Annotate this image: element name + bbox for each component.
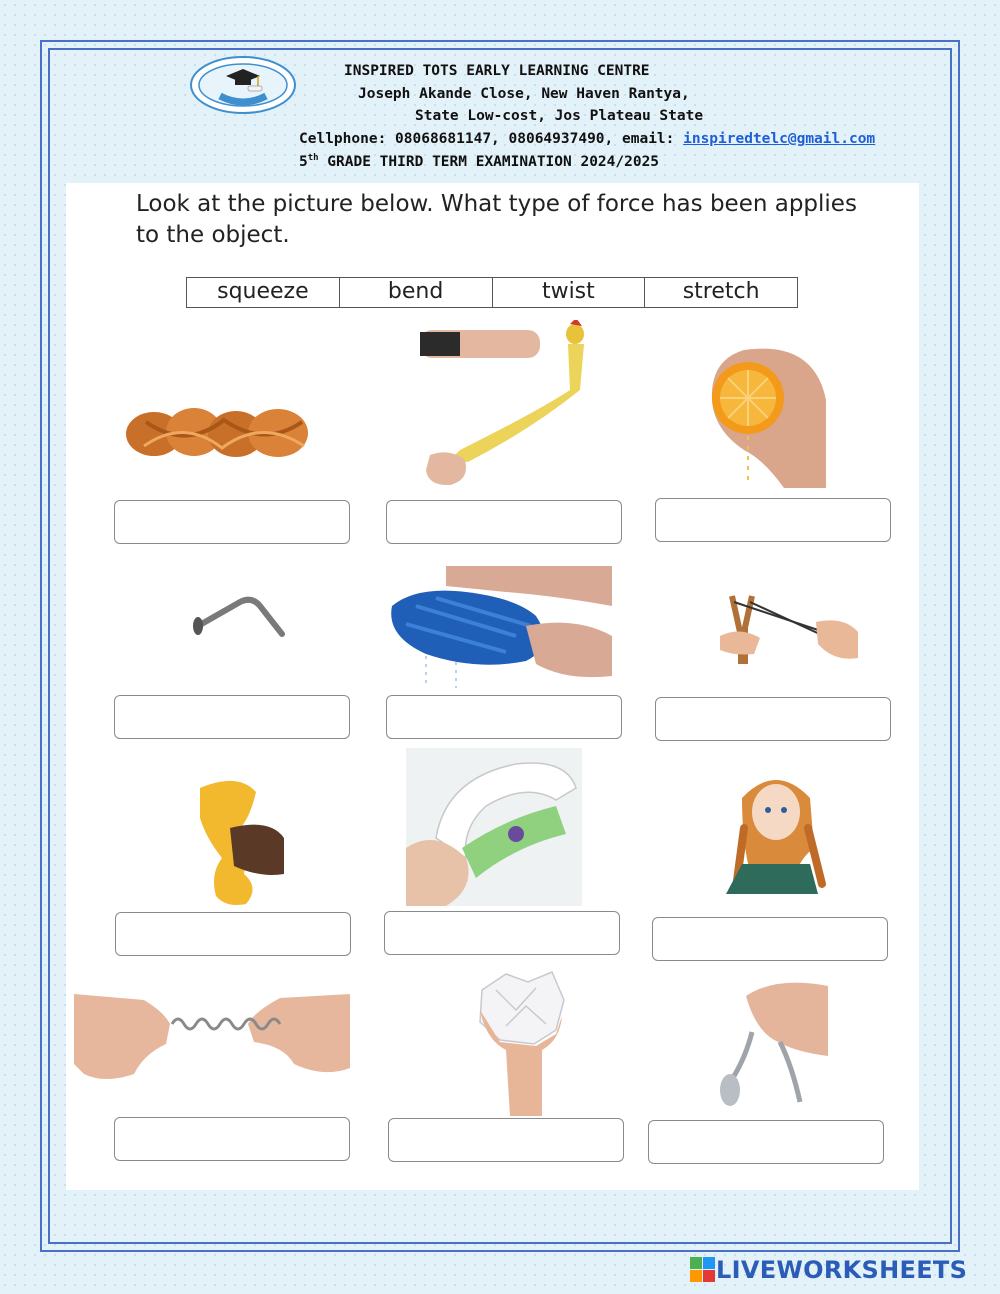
address-line-2: State Low-cost, Jos Plateau State (415, 108, 704, 124)
email-link[interactable]: inspiredtelc@gmail.com (683, 131, 876, 147)
slingshot-icon (714, 592, 858, 670)
grade-number: 5 (299, 153, 308, 170)
bent-spoon-icon (716, 976, 828, 1108)
liveworksheets-badge-icon (690, 1257, 716, 1283)
twisted-bread-icon (126, 400, 320, 468)
question-line-2: to the object. (136, 222, 290, 248)
question-line-1: Look at the picture below. What type of force has been applies (136, 191, 857, 217)
address-line-1: Joseph Akande Close, New Haven Rantya, (358, 86, 690, 102)
answer-box-4[interactable] (114, 695, 350, 739)
answer-box-6[interactable] (655, 697, 891, 741)
answer-box-2[interactable] (386, 500, 622, 544)
school-name: INSPIRED TOTS EARLY LEARNING CENTRE (344, 63, 650, 79)
word-twist: twist (493, 278, 646, 307)
answer-box-1[interactable] (114, 500, 350, 544)
bent-wristband-icon (406, 748, 582, 906)
exam-title-text: GRADE THIRD TERM EXAMINATION 2024/2025 (318, 153, 660, 170)
stretched-rubber-chicken-icon (420, 320, 590, 490)
answer-box-8[interactable] (384, 911, 620, 955)
answer-box-9[interactable] (652, 917, 888, 961)
question-text (136, 189, 896, 251)
contact-text: Cellphone: 08068681147, 08064937490, email: (299, 131, 684, 147)
word-squeeze: squeeze (187, 278, 340, 307)
word-bank (186, 277, 798, 308)
crumpled-paper-icon (476, 970, 566, 1116)
answer-box-12[interactable] (648, 1120, 884, 1164)
liveworksheets-text: LIVEWORKSHEETS (716, 1256, 968, 1284)
answer-box-10[interactable] (114, 1117, 350, 1161)
stretched-spring-icon (74, 994, 350, 1084)
word-bend: bend (340, 278, 493, 307)
school-logo (190, 56, 296, 114)
braiding-hair-icon (722, 768, 830, 894)
wringing-towel-icon (386, 566, 612, 688)
answer-box-3[interactable] (655, 498, 891, 542)
bent-nail-icon (190, 588, 290, 642)
word-stretch: stretch (682, 279, 760, 304)
exam-title (299, 153, 659, 170)
grade-suffix: th (307, 153, 319, 163)
squeezed-orange-icon (704, 340, 828, 488)
squeezed-sponge-icon (190, 778, 286, 908)
answer-box-11[interactable] (388, 1118, 624, 1162)
answer-box-7[interactable] (115, 912, 351, 956)
answer-box-5[interactable] (386, 695, 622, 739)
liveworksheets-brand (690, 1254, 967, 1286)
contact-line (299, 131, 875, 147)
